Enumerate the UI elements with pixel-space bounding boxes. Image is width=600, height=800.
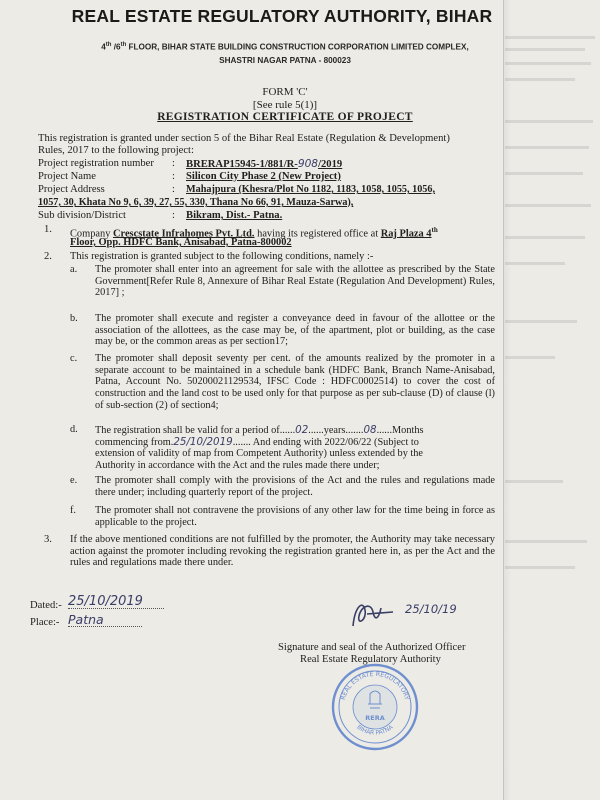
condition-d-label: d. <box>70 424 78 435</box>
form-name: FORM 'C' <box>262 86 308 98</box>
condition-f-text: The promoter shall not contravene the provisions of any other law for the time being in force as applicable to the project. <box>95 505 495 528</box>
condition-c-text: The promoter shall deposit seventy per cent. of the amounts realized by the promoter in a separate account to be maintained in a schedule bank (HDFC Bank, Branch Name-Anisabad, Patna, Account No. 50200021129534, IFSC Code : HDFC0002514) to cover the cost of construction and the land cost to be used only for that purpose as per sub-clause (D) of clause (l) of sub-section (2) of section4; <box>95 353 495 411</box>
colon: : <box>172 184 175 195</box>
condition-c-label: c. <box>70 353 78 364</box>
seal-bottom-text: BIHAR PATNA <box>355 723 395 737</box>
address-line-1: 4th /6th FLOOR, BIHAR STATE BUILDING CONSTRUCTION CORPORATION LIMITED COMPLEX, <box>101 42 469 52</box>
bleed-mark <box>505 36 595 39</box>
project-name-label: Project Name <box>38 171 96 182</box>
item-number-3: 3. <box>44 534 52 545</box>
condition-d-line-1: The registration shall be valid for a period of......02......years.......08......Months <box>95 424 424 436</box>
colon: : <box>172 210 175 221</box>
bleed-mark <box>505 540 587 543</box>
dated-label: Dated:- <box>30 600 62 611</box>
condition-b-label: b. <box>70 313 78 324</box>
address-line-2: SHASTRI NAGAR PATNA - 800023 <box>219 55 351 65</box>
condition-a-label: a. <box>70 264 78 275</box>
item-number-2: 2. <box>44 251 52 262</box>
project-address-line-2: 1057, 30, Khata No 9, 6, 39, 27, 55, 330, Thana No 66, 91, Mauza-Sarwa), <box>38 197 354 208</box>
seal-center-text: RERA <box>365 714 385 722</box>
officer-signature <box>345 596 405 632</box>
bleed-mark <box>505 146 589 149</box>
item-number-1: 1. <box>44 224 52 235</box>
seal-core <box>353 685 397 729</box>
item-2-intro: This registration is granted subject to the following conditions, namely :- <box>70 251 374 262</box>
reg-number-label: Project registration number <box>38 158 154 169</box>
official-seal <box>330 662 420 752</box>
bleed-mark <box>505 48 585 51</box>
form-rule: [See rule 5(1)] <box>252 99 318 111</box>
condition-d-line-3: extension of validity of map from Competent Authority) unless extended by the <box>95 448 424 459</box>
bleed-mark <box>505 78 575 81</box>
bleed-mark <box>505 120 593 123</box>
condition-b-text: The promoter shall execute and register a conveyance deed in favour of the allottee or the association of the allottees, as the case may be, of the apartment, plot or building, as the case may be, or the common areas as per section17; <box>95 313 495 348</box>
bleed-mark <box>505 172 583 175</box>
intro-line-2: Rules, 2017 to the following project: <box>38 145 194 156</box>
signature-caption-line-1: Signature and seal of the Authorized Officer <box>278 642 466 653</box>
project-address-line-1: Mahajpura (Khesra/Plot No 1182, 1183, 1058, 1055, 1056, <box>186 184 436 195</box>
place-value: Patna <box>68 614 142 627</box>
bleed-mark <box>505 480 563 483</box>
bleed-mark <box>505 262 565 265</box>
bleed-mark <box>505 204 591 207</box>
reg-number-value: BRERAP15945-1/881/R-908/2019 <box>186 158 343 170</box>
signature-date: 25/10/19 <box>405 602 457 616</box>
authority-address <box>55 39 515 67</box>
dated-value: 25/10/2019 <box>68 596 164 609</box>
bleed-mark <box>505 62 591 65</box>
intro-line-1: This registration is granted under section 5 of the Bihar Real Estate (Regulation & Development) <box>38 133 450 144</box>
colon: : <box>172 158 175 169</box>
seal-top-text: REAL ESTATE REGULATORY <box>339 670 411 701</box>
bleed-mark <box>505 320 577 323</box>
colon: : <box>172 171 175 182</box>
place-label: Place:- <box>30 617 60 628</box>
condition-d-line-4: Authority in accordance with the Act and the rules made there under; <box>95 460 380 471</box>
item-3-text: If the above mentioned conditions are not fulfilled by the promoter, the Authority may take necessary action against the promoter including revoking the registration granted here in, as per the Act and the rules and regulations made there under. <box>70 534 495 569</box>
project-address-label: Project Address <box>38 184 105 195</box>
bleed-mark <box>505 236 585 239</box>
subdivision-label: Sub division/District <box>38 210 126 221</box>
item-1-line-1: Company Crescstate Infrahomes Pvt. Ltd. having its registered office at Raj Plaza 4th <box>70 226 438 240</box>
certificate-title: REGISTRATION CERTIFICATE OF PROJECT <box>157 111 413 123</box>
condition-e-label: e. <box>70 475 78 486</box>
signature-caption-line-2: Real Estate Regulatory Authority <box>300 654 441 665</box>
condition-d-line-2: commencing from.25/10/2019....... And ending with 2022/06/22 (Subject to <box>95 436 419 448</box>
subdivision-value: Bikram, Dist.- Patna. <box>186 210 283 221</box>
condition-e-text: The promoter shall comply with the provisions of the Act and the rules and regulations made there under; including quarterly report of the project. <box>95 475 495 498</box>
authority-title: REAL ESTATE REGULATORY AUTHORITY, BIHAR <box>71 6 493 26</box>
project-name-value: Silicon City Phase 2 (New Project) <box>186 171 341 182</box>
item-1-line-2: Floor, Opp. HDFC Bank, Anisabad, Patna-800002 <box>70 237 292 248</box>
condition-f-label: f. <box>70 505 77 516</box>
condition-a-text: The promoter shall enter into an agreement for sale with the allottee as prescribed by the State Government[Refer Rule 8, Annexure of Bihar Real Estate (Regulation And Development) Rules, 2017] ; <box>95 264 495 299</box>
bleed-mark <box>505 356 555 359</box>
bleed-mark <box>505 566 575 569</box>
